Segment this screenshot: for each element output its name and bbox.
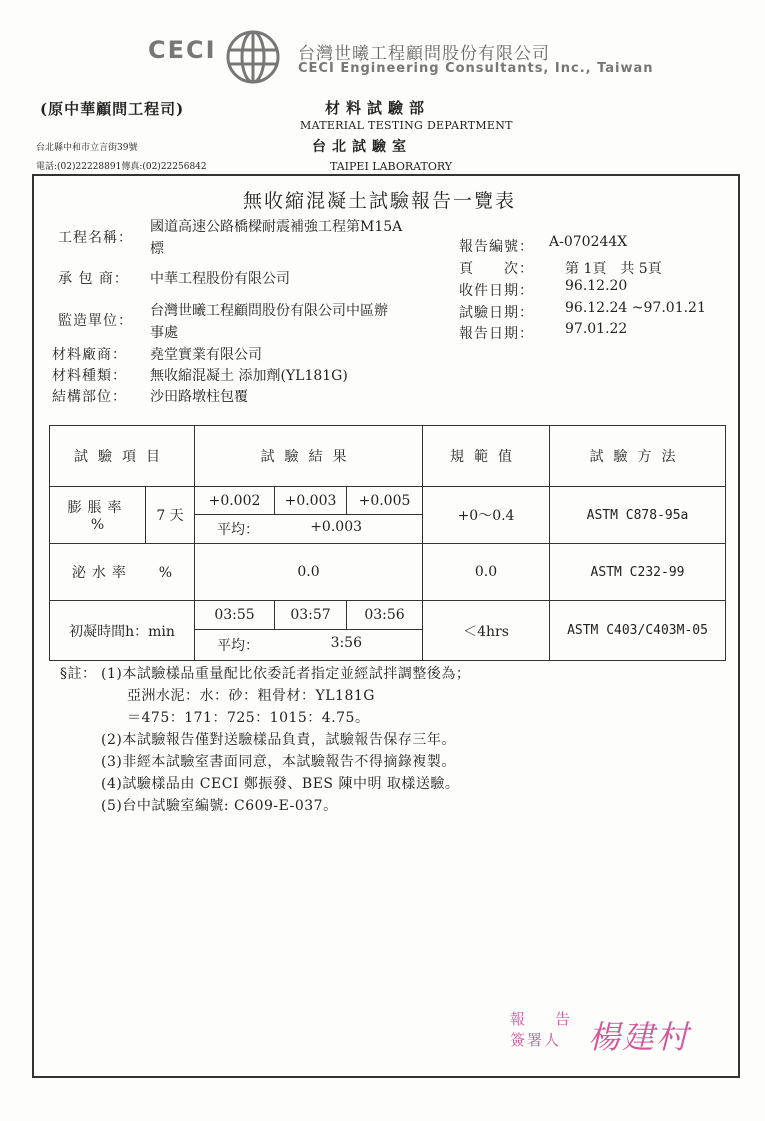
project-label: 工程名稱： [58, 230, 133, 246]
note-5: (5)台中試驗室編號: C609-E-037。 [101, 798, 338, 814]
signature-label-top: 報告 [510, 1010, 601, 1028]
received-date-label: 收件日期： [459, 283, 534, 299]
header-spec: 規範值 [423, 426, 550, 487]
table-row [50, 487, 726, 515]
expansion-average: +0.003 [310, 519, 363, 535]
report-no: A-070244X [549, 234, 628, 250]
globe-logo-icon [222, 28, 284, 86]
structure-location: 沙田路墩柱包覆 [150, 389, 248, 405]
report-date: 97.01.22 [565, 321, 628, 337]
table-row [50, 601, 726, 630]
header-test-item: 試驗項目 [50, 426, 195, 487]
received-date: 96.12.20 [565, 278, 628, 294]
report-date-label: 報告日期： [459, 326, 534, 342]
supervisor-name-line2: 事處 [150, 325, 178, 341]
material-label: 材料種類： [52, 368, 127, 384]
setting-result-1: 03:55 [195, 601, 275, 630]
note-3: (3)非經本試驗室書面同意，本試驗報告不得摘錄複製。 [101, 754, 456, 770]
setting-item: 初凝時間h：min [50, 601, 195, 661]
lab-name-zh: 台北試驗室 [312, 139, 412, 155]
setting-spec: ＜4hrs [423, 601, 550, 661]
note-1-line2: 亞洲水泥：水：砂：粗骨材：YL181G [127, 688, 375, 704]
note-1: (1)本試驗樣品重量配比依委託者指定並經試拌調整後為； [101, 666, 471, 682]
contractor-name: 中華工程股份有限公司 [150, 271, 290, 287]
setting-average-label: 平均： [217, 638, 259, 654]
structure-label: 結構部位： [52, 389, 127, 405]
setting-result-3: 03:56 [347, 601, 423, 630]
department-name-zh: 材料試驗部 [325, 99, 431, 117]
setting-result-2: 03:57 [275, 601, 347, 630]
expansion-result-1: +0.002 [195, 487, 275, 515]
supervisor-label: 監造單位： [58, 313, 133, 329]
expansion-average-label: 平均： [217, 522, 259, 538]
project-name-line2: 標 [150, 241, 164, 257]
company-name-zh: 台灣世曦工程顧問股份有限公司 [298, 44, 550, 64]
bleeding-item-cell [50, 544, 195, 601]
expansion-result-3: +0.005 [347, 487, 423, 515]
setting-method: ASTM C403/C403M-05 [550, 601, 726, 661]
company-phone: 電話:(02)22228891傳真:(02)22256842 [36, 162, 207, 172]
table-row [50, 544, 726, 601]
expansion-spec: +0～0.4 [423, 487, 550, 544]
company-name-en: CECI Engineering Consultants, Inc., Taiwan [298, 61, 654, 76]
bleeding-unit: % [158, 565, 173, 581]
table-header-row [50, 426, 726, 487]
signature-label-bottom: 簽署人 [510, 1031, 562, 1049]
company-address: 台北縣中和市立言街39號 [36, 143, 138, 153]
expansion-method: ASTM C878-95a [550, 487, 726, 544]
manufacturer-label: 材料廠商： [52, 347, 127, 363]
test-date-label: 試驗日期： [459, 305, 534, 321]
expansion-age: 7 天 [146, 487, 195, 544]
report-title: 無收縮混凝土試驗報告一覽表 [243, 190, 517, 212]
department-name-en: MATERIAL TESTING DEPARTMENT [300, 119, 513, 132]
notes-prefix: §註： [60, 666, 97, 682]
note-2: (2)本試驗報告僅對送驗樣品負責，試驗報告保存三年。 [101, 732, 456, 748]
lab-name-en: TAIPEI LABORATORY [330, 160, 453, 173]
former-company-name: (原中華顧問工程司) [40, 100, 185, 118]
bleeding-item: 泌水率 [71, 565, 132, 581]
expansion-item-cell [50, 487, 146, 544]
project-name-line1: 國道高速公路橋樑耐震補強工程第M15A [150, 219, 403, 235]
supervisor-name-line1: 台灣世曦工程顧問股份有限公司中區辦 [150, 303, 388, 319]
header-test-result: 試驗結果 [195, 426, 423, 487]
note-1-line3: ＝475：171：725：1015：4.75。 [127, 710, 370, 726]
bleeding-method: ASTM C232-99 [550, 544, 726, 601]
note-4: (4)試驗樣品由 CECI 鄭振發、BES 陳中明 取樣送驗。 [101, 776, 460, 792]
expansion-average-cell [195, 515, 423, 544]
bleeding-result: 0.0 [195, 544, 423, 601]
signature-name: 楊建村 [588, 1018, 691, 1056]
results-table [49, 425, 726, 661]
manufacturer-name: 堯堂實業有限公司 [150, 347, 262, 363]
test-date: 96.12.24 ~97.01.21 [565, 300, 706, 316]
material-type: 無收縮混凝土 添加劑(YL181G) [150, 368, 348, 384]
page-number: 第 1頁 共 5頁 [565, 261, 662, 277]
expansion-unit: % [90, 517, 105, 533]
setting-average-cell [195, 630, 423, 661]
page-label: 頁 次： [459, 261, 534, 277]
contractor-label: 承 包 商： [58, 271, 129, 287]
header-method: 試驗方法 [550, 426, 726, 487]
company-logo-text: CECI [148, 36, 217, 64]
signature-label [510, 1008, 600, 1050]
report-no-label: 報告編號： [459, 239, 534, 255]
bleeding-spec: 0.0 [423, 544, 550, 601]
expansion-item: 膨脹率 [67, 500, 128, 516]
expansion-result-2: +0.003 [275, 487, 347, 515]
setting-average: 3:56 [330, 635, 363, 651]
